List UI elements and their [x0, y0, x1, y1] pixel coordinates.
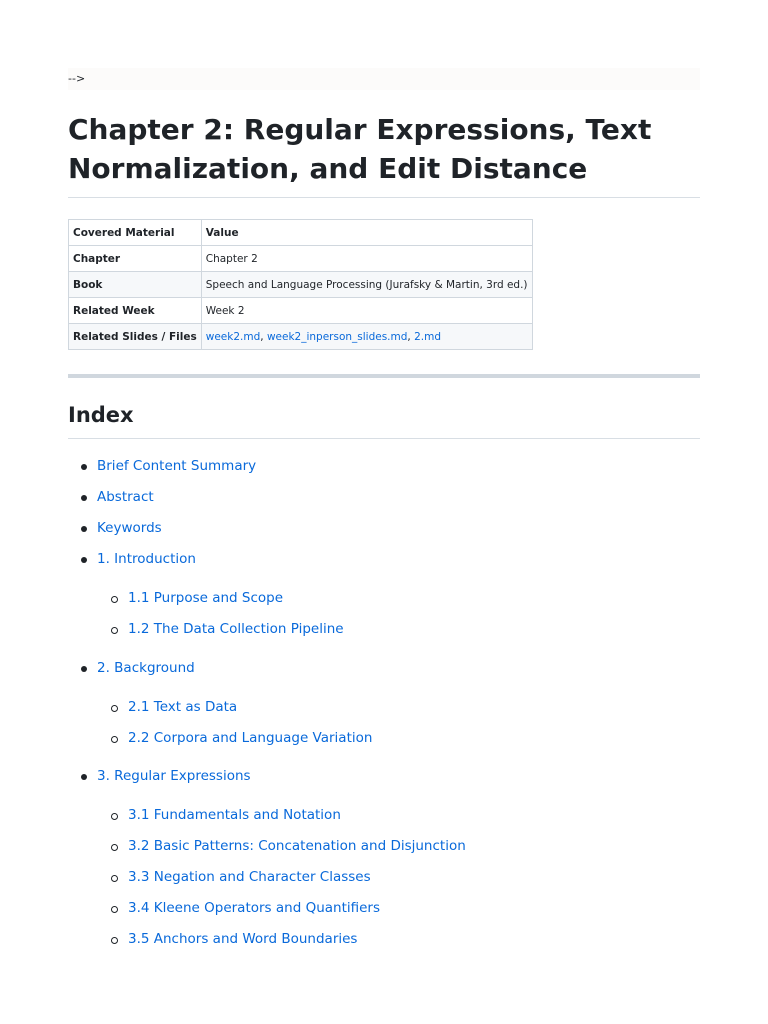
list-item: [97, 519, 162, 537]
table-row: [69, 298, 533, 324]
list-item: [128, 899, 380, 917]
list-item: [128, 930, 357, 948]
stray-comment-text: -->: [68, 72, 86, 85]
table-row: [69, 324, 533, 350]
list-item: [128, 698, 237, 716]
circle-bullet-icon: [111, 906, 118, 913]
list-item: [97, 550, 196, 568]
comment-bar: [68, 68, 700, 90]
circle-bullet-icon: [111, 736, 118, 743]
table-cell-links: [201, 324, 532, 350]
circle-bullet-icon: [111, 627, 118, 634]
toc-link-abstract[interactable]: Abstract: [97, 489, 154, 505]
toc-link-3-2-basic-patterns-concatenation-and-disjunction[interactable]: 3.2 Basic Patterns: Concatenation and Disjunction: [128, 838, 466, 854]
toc-link-3-regular-expressions[interactable]: 3. Regular Expressions: [97, 768, 251, 784]
table-cell-value: Week 2: [201, 298, 532, 324]
table-cell-key: Related Week: [69, 298, 202, 324]
table-row: [69, 246, 533, 272]
toc-link-3-3-negation-and-character-classes[interactable]: 3.3 Negation and Character Classes: [128, 869, 371, 885]
table-cell-value: Chapter 2: [201, 246, 532, 272]
disc-bullet-icon: [81, 774, 87, 780]
disc-bullet-icon: [81, 666, 87, 672]
list-item: [128, 620, 344, 638]
metadata-table: [68, 219, 533, 350]
list-item: [128, 589, 283, 607]
table-row: [69, 272, 533, 298]
disc-bullet-icon: [81, 557, 87, 563]
list-item: [128, 729, 372, 747]
title-divider: [68, 197, 700, 198]
toc-link-2-background[interactable]: 2. Background: [97, 660, 195, 676]
list-item: [128, 868, 371, 886]
link-separator: ,: [260, 330, 267, 343]
table-header-value: Value: [201, 220, 532, 246]
circle-bullet-icon: [111, 875, 118, 882]
circle-bullet-icon: [111, 844, 118, 851]
circle-bullet-icon: [111, 937, 118, 944]
index-heading: Index: [68, 403, 134, 427]
table-cell-key: Related Slides / Files: [69, 324, 202, 350]
circle-bullet-icon: [111, 705, 118, 712]
file-link-week2-inperson-slides[interactable]: week2_inperson_slides.md: [266, 330, 408, 343]
section-divider: [68, 374, 700, 378]
toc-link-2-1-text-as-data[interactable]: 2.1 Text as Data: [128, 699, 238, 715]
table-header-row: [69, 220, 533, 246]
toc-link-keywords[interactable]: Keywords: [97, 520, 162, 536]
list-item: [128, 837, 466, 855]
table-header-covered-material: Covered Material: [69, 220, 202, 246]
list-item: [97, 659, 195, 677]
page-title: Chapter 2: Regular Expressions, Text Normalization, and Edit Distance: [68, 113, 652, 185]
table-cell-key: Book: [69, 272, 202, 298]
disc-bullet-icon: [81, 495, 87, 501]
table-cell-value: Speech and Language Processing (Jurafsky & Martin, 3rd ed.): [201, 272, 532, 298]
disc-bullet-icon: [81, 464, 87, 470]
table-cell-key: Chapter: [69, 246, 202, 272]
list-item: [97, 488, 154, 506]
toc-link-brief-content-summary[interactable]: Brief Content Summary: [97, 458, 257, 474]
toc-link-2-2-corpora-and-language-variation[interactable]: 2.2 Corpora and Language Variation: [128, 730, 373, 746]
toc-link-1-introduction[interactable]: 1. Introduction: [97, 551, 196, 567]
disc-bullet-icon: [81, 526, 87, 532]
toc-link-1-1-purpose-and-scope[interactable]: 1.1 Purpose and Scope: [128, 590, 284, 606]
index-divider: [68, 438, 700, 439]
toc-link-3-1-fundamentals-and-notation[interactable]: 3.1 Fundamentals and Notation: [128, 807, 341, 823]
list-item: [97, 767, 251, 785]
toc-link-1-2-the-data-collection-pipeline[interactable]: 1.2 The Data Collection Pipeline: [128, 621, 344, 637]
link-separator: ,: [407, 330, 415, 343]
circle-bullet-icon: [111, 596, 118, 603]
list-item: [128, 806, 341, 824]
toc-link-3-5-anchors-and-word-boundaries[interactable]: 3.5 Anchors and Word Boundaries: [128, 931, 358, 947]
toc-link-3-4-kleene-operators-and-quantifiers[interactable]: 3.4 Kleene Operators and Quantifiers: [128, 900, 381, 916]
file-link-2[interactable]: 2.md: [414, 330, 442, 343]
file-link-week2[interactable]: week2.md: [205, 330, 261, 343]
list-item: [97, 457, 256, 475]
circle-bullet-icon: [111, 813, 118, 820]
